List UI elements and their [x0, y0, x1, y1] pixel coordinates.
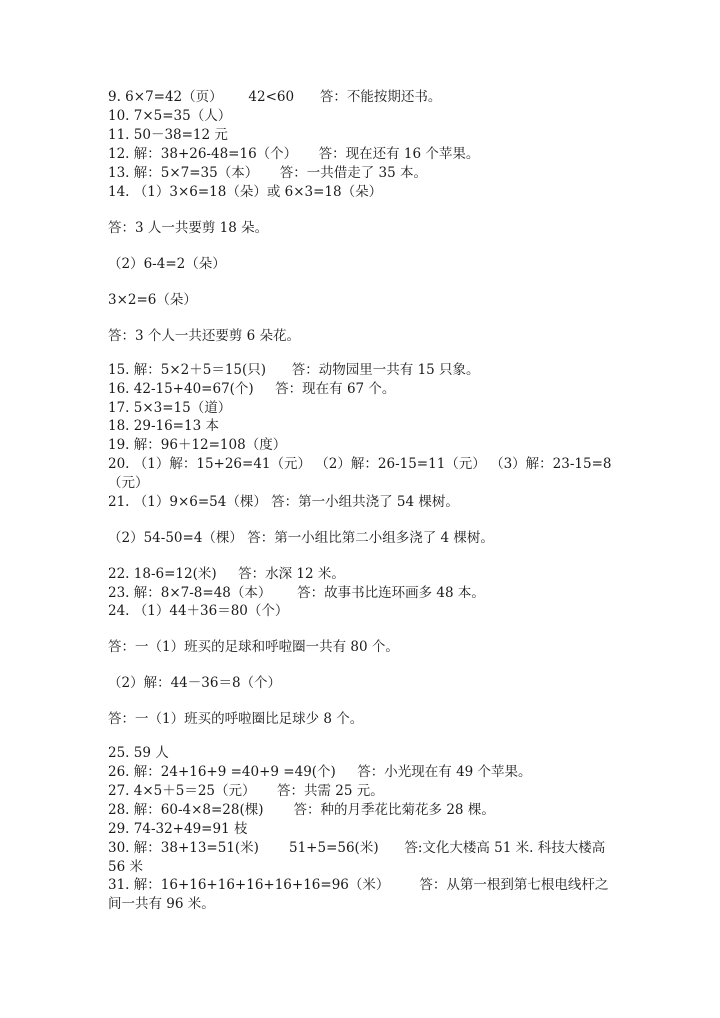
answer-line-9: 9. 6×7=42（页） 42<60 答：不能按期还书。	[108, 89, 442, 105]
answer-line-21-part2: （2）54-50=4（棵） 答：第一小组比第二小组多浇了 4 棵树。	[108, 530, 494, 546]
answer-line-21: 21. （1）9×6=54（棵） 答：第一小组共浇了 54 棵树。	[108, 494, 459, 510]
answer-line-31: 31. 解：16+16+16+16+16+16=96（米） 答：从第一根到第七根电线杆之间一共有 96 米。	[108, 877, 609, 912]
answer-line-27: 27. 4×5＋5＝25（元） 答：共需 25 元。	[108, 783, 384, 799]
answer-line-15: 15. 解：5×2＋5＝15(只) 答：动物园里一共有 15 只象。	[108, 362, 480, 378]
answer-line-14: 14. （1）3×6=18（朵）或 6×3=18（朵）	[108, 184, 383, 200]
answer-line-24: 24. （1）44＋36＝80（个）	[108, 603, 289, 619]
answer-line-24-answer: 答：一（1）班买的足球和呼啦圈一共有 80 个。	[108, 639, 399, 655]
answer-line-28: 28. 解：60-4×8=28(棵) 答：种的月季花比菊花多 28 棵。	[108, 802, 495, 818]
answer-line-30: 30. 解：38+13=51(米) 51+5=56(米) 答:文化大楼高 51 米. 科技大楼高 56 米	[108, 840, 610, 875]
answer-line-14-answer: 答：3 人一共要剪 18 朵。	[108, 220, 269, 236]
answer-line-29: 29. 74-32+49=91 枝	[108, 821, 248, 837]
answer-line-19: 19. 解：96＋12=108（度）	[108, 437, 287, 453]
answer-line-23: 23. 解：8×7-8=48（本） 答：故事书比连环画多 48 本。	[108, 585, 485, 601]
answer-line-25: 25. 59 人	[108, 745, 169, 761]
answer-line-24-part2: （2）解：44－36＝8（个）	[108, 675, 282, 691]
answer-line-11: 11. 50－38=12 元	[108, 127, 228, 143]
answer-line-13: 13. 解：5×7=35（本） 答：一共借走了 35 本。	[108, 165, 427, 181]
answer-line-10: 10. 7×5=35（人）	[108, 108, 232, 124]
answer-line-16: 16. 42-15+40=67(个) 答：现在有 67 个。	[108, 381, 396, 397]
answer-line-18: 18. 29-16=13 本	[108, 418, 219, 434]
answer-line-14-answer2: 答：3 个人一共还要剪 6 朵花。	[108, 328, 301, 344]
answer-line-24-answer2: 答：一（1）班买的呼啦圈比足球少 8 个。	[108, 711, 364, 727]
answer-line-17: 17. 5×3=15（道）	[108, 400, 232, 416]
answer-line-14-calc: 3×2=6（朵）	[108, 292, 197, 308]
answer-line-20: 20. （1）解：15+26=41（元） （2）解：26-15=11（元） （3）解：23-15=8（元）	[108, 456, 612, 491]
answer-line-14-part2: （2）6-4=2（朵）	[108, 256, 226, 272]
answer-line-26: 26. 解：24+16+9 =40+9 =49(个) 答：小光现在有 49 个苹果。	[108, 764, 532, 780]
answer-line-22: 22. 18-6=12(米) 答：水深 12 米。	[108, 566, 345, 582]
answer-line-12: 12. 解：38+26-48=16（个） 答：现在还有 16 个苹果。	[108, 146, 480, 162]
